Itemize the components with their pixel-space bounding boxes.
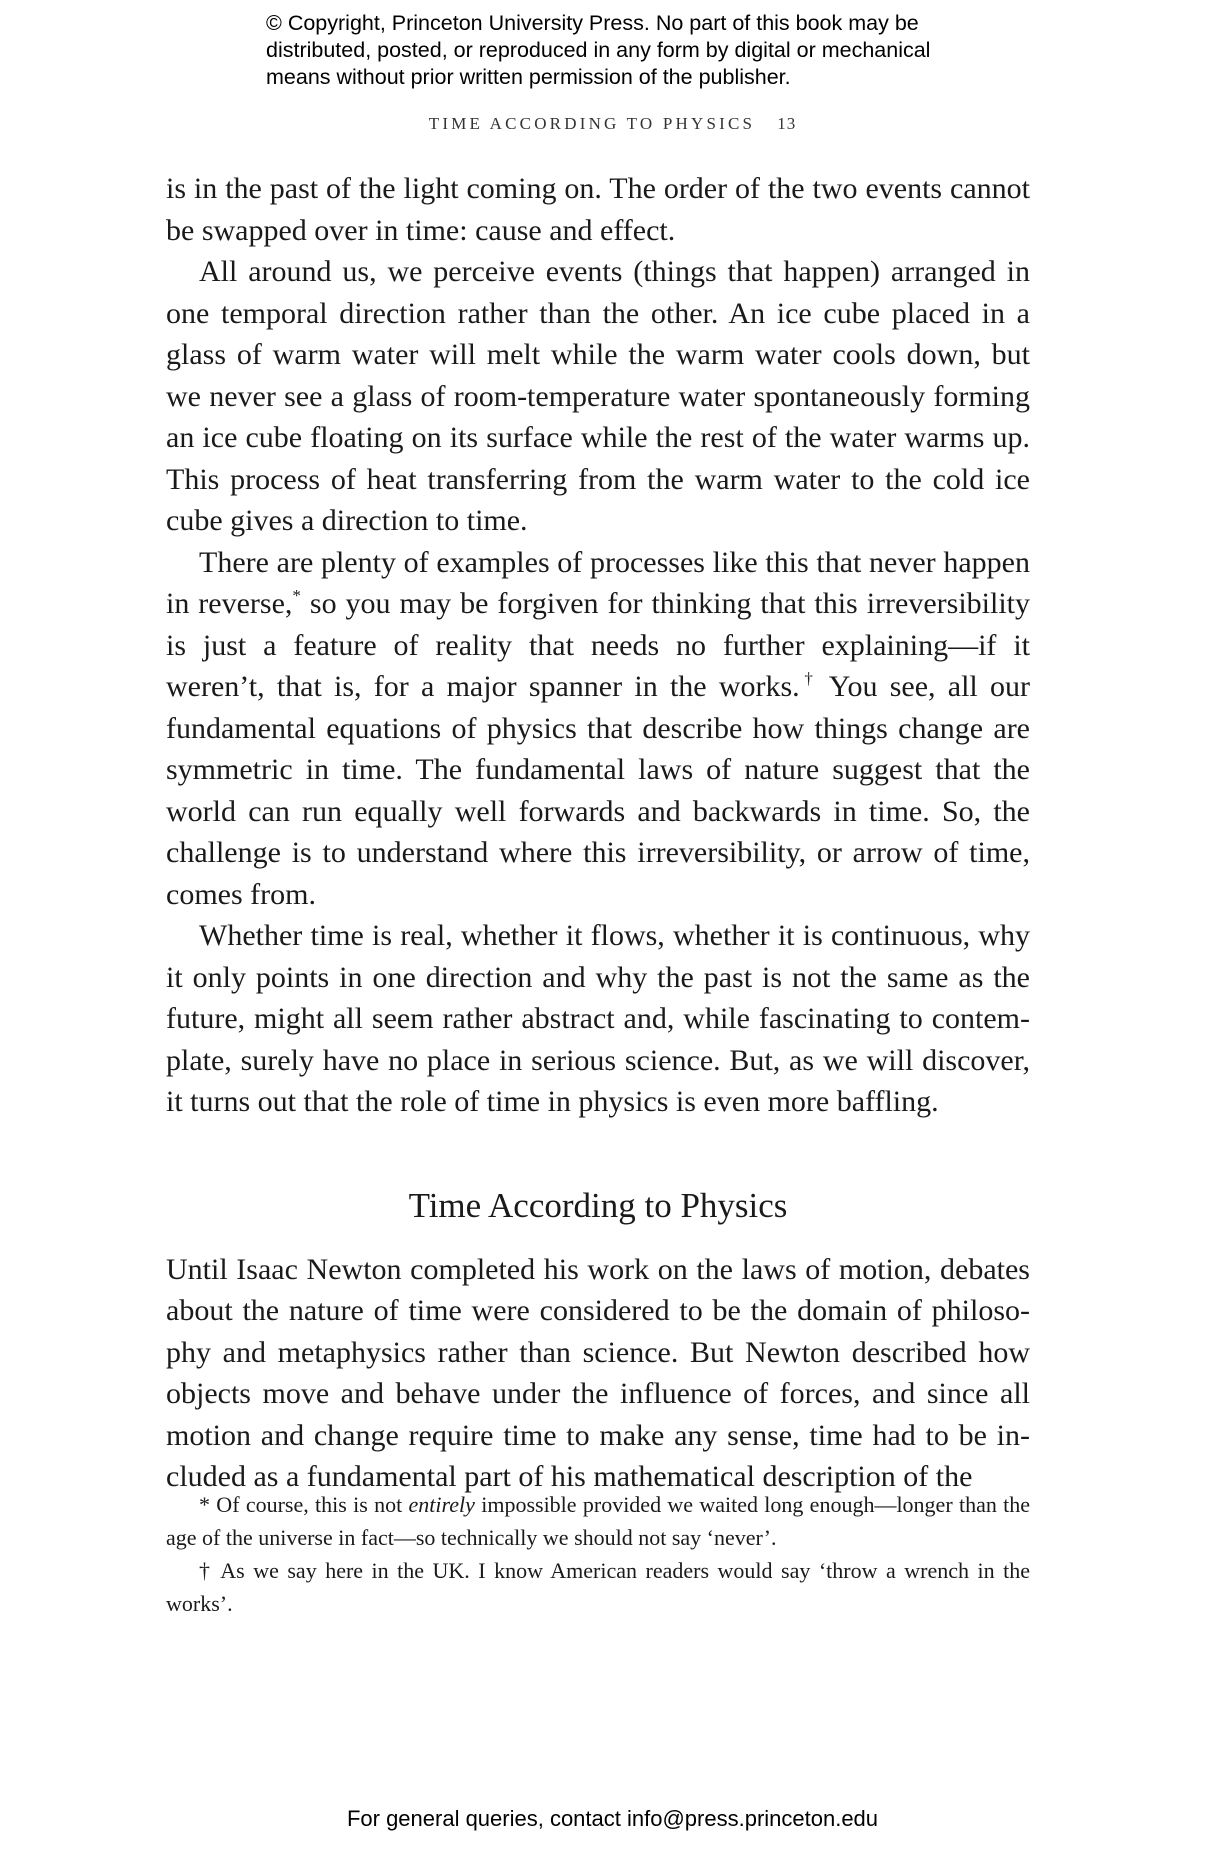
footnote-1-part-a: * Of course, this is not xyxy=(199,1492,409,1517)
page-number: 13 xyxy=(777,114,797,133)
footnote-2: † As we say here in the UK. I know American readers would say ‘throw a wrench in the works’. xyxy=(166,1558,1030,1616)
copyright-line-3: means without prior written permission of the publisher. xyxy=(266,65,791,89)
footnote-mark-asterisk: * xyxy=(292,586,301,605)
body-text xyxy=(166,168,1030,1498)
paragraph-3-part-b: so you may be forgiven for thinking that this irreversibility is just a feature of reality that needs no further explaining—if it weren’t, that is, for a major spanner in the works. xyxy=(166,587,1030,703)
paragraph-1: is in the past of the light coming on. The order of the two events cannot be swapped over in time: cause and effect. xyxy=(166,172,1030,247)
copyright-line-2: distributed, posted, or reproduced in any form by digital or mechanical xyxy=(266,38,931,62)
paragraph-3 xyxy=(166,542,1030,916)
section-heading: Time According to Physics xyxy=(408,1185,788,1225)
running-head xyxy=(0,114,1225,134)
paragraph-4: Whether time is real, whether it flows, whether it is continuous, why it only points in one direction and why the past is not the same as the future, might all seem rather abstract and, while fascinating to contemplate, surely have no place in serious science. But, as we will discover, it turns out that the role of time in physics is even more baffling. xyxy=(166,919,1030,1118)
paragraph-3-part-a: There are plenty of examples of processes like this that never happen in reverse, xyxy=(166,545,1030,620)
copyright-notice xyxy=(266,10,1026,91)
footnote-mark-dagger: † xyxy=(799,669,818,688)
running-head-title: TIME ACCORDING TO PHYSICS xyxy=(428,114,756,133)
footnote-1-part-b: impossible provided we waited long enough—longer than the age of the universe in fact—so technically we should not say ‘never’. xyxy=(166,1492,1031,1550)
footnote-1 xyxy=(166,1488,1030,1554)
footnote-1-emphasis: entirely xyxy=(408,1492,475,1517)
copyright-line-1: © Copyright, Princeton University Press. No part of this book may be xyxy=(266,11,919,35)
footer-contact: For general queries, contact info@press.princeton.edu xyxy=(346,1806,879,1831)
paragraph-2: All around us, we perceive events (things that happen) arranged in one temporal direction rather than the other. An ice cube placed in a glass of warm water will melt while the warm water cools down, but we never see a glass of room-temperature water spontaneously forming an ice cube floating on its surface while the rest of the water warms up. This process of heat transferring from the warm water to the cold ice cube gives a direction to time. xyxy=(166,255,1030,537)
footnotes xyxy=(166,1488,1030,1620)
paragraph-5: Until Isaac Newton completed his work on the laws of motion, debates about the nature of time were considered to be the domain of philosophy and metaphysics rather than science. But Newton described how objects move and behave under the influence of forces, and since all motion and change require time to make any sense, time had to be included as a fundamental part of his mathematical description of the xyxy=(166,1252,1030,1493)
paragraph-3-part-c: You see, all our fundamental equations of physics that describe how things change are symmetric in time. The fundamental laws of nature suggest that the world can run equally well forwards and backwards in time. So, the challenge is to understand where this irreversibility, or arrow of time, comes from. xyxy=(166,670,1030,911)
